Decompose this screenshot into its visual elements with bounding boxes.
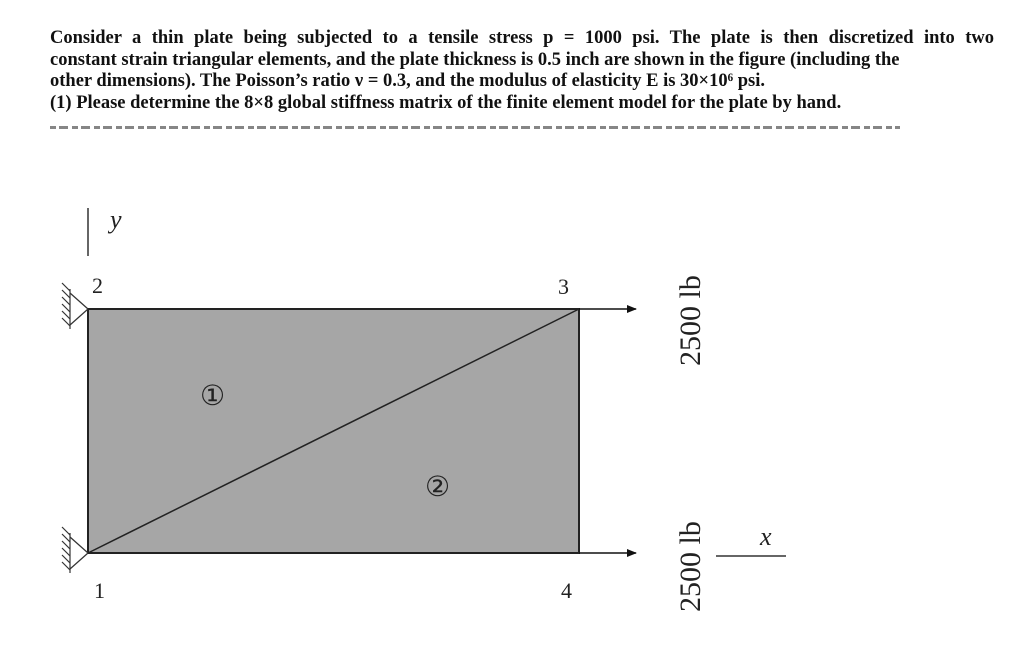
load-label-bottom: 2500 lb (674, 521, 707, 612)
question-1: (1) Please determine the 8×8 global stiffness matrix of the finite element model for the plate by hand. (50, 92, 842, 113)
problem-line-3: other dimensions). The Poisson’s ratio ν = 0.3, and the modulus of elasticity E is 30×10⁶ psi. (50, 71, 766, 91)
load-label-top: 2500 lb (674, 275, 707, 366)
node-label-4: 4 (561, 578, 572, 603)
support-node-1 (62, 527, 88, 573)
node-label-2: 2 (92, 273, 103, 298)
problem-line-2: constant strain triangular elements, and the plate thickness is 0.5 inch are shown in the figure (including the (50, 49, 900, 70)
problem-line-1: Consider a thin plate being subjected to a tensile stress p = 1000 psi. The plate is then discretized into two (50, 28, 994, 48)
element-label-1: ① (200, 381, 226, 412)
x-axis-label: x (760, 522, 772, 551)
node-label-3: 3 (558, 274, 569, 299)
y-axis-label: y (110, 205, 122, 234)
element-label-2: ② (425, 472, 451, 503)
node-label-1: 1 (94, 578, 105, 603)
support-node-2 (62, 283, 88, 329)
